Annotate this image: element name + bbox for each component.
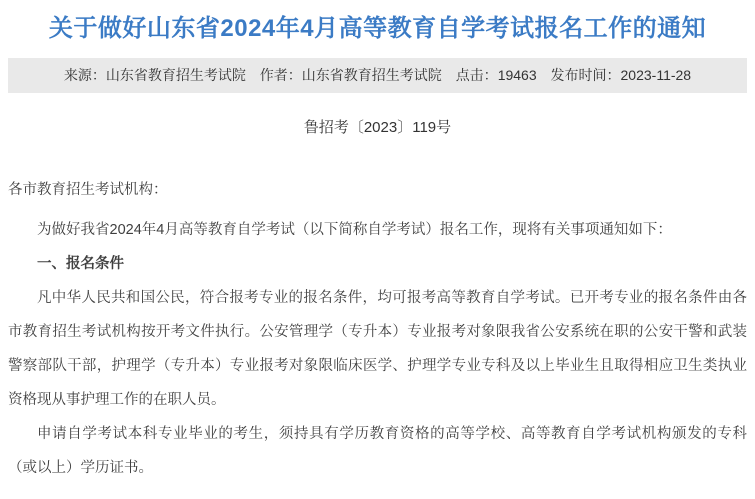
document-number: 鲁招考〔2023〕119号 — [303, 119, 452, 136]
intro-paragraph: 为做好我省2024年4月高等教育自学考试（以下简称自学考试）报名工作，现将有关事项通知如下： — [37, 222, 672, 238]
meta-author — [260, 58, 442, 93]
meta-hits-value: 19463 — [497, 67, 537, 83]
meta-author-label: 作者： — [259, 67, 302, 83]
meta-publish-label: 发布时间： — [550, 67, 621, 83]
meta-source-label: 来源： — [63, 67, 106, 83]
meta-author-value: 山东省教育招生考试院 — [301, 67, 442, 83]
graduation-paragraph: 申请自学考试本科专业毕业的考生，须持具有学历教育资格的高等学校、高等教育自学考试机构颁发的专科（或以上）学历证书。 — [8, 426, 747, 476]
eligibility-paragraph: 凡中华人民共和国公民，符合报考专业的报名条件，均可报考高等教育自学考试。已开考专业的报名条件由各市教育招生考试机构按开考文件执行。公安管理学（专升本）专业报考对象限我省公安系统在职的公安干警和武装警察部队干部，护理学（专升本）专业报考对象限临床医学、护理学专业专科及以上毕业生且取得相应卫生类执业资格现从事护理工作的在职人员。 — [8, 290, 747, 408]
page-title: 关于做好山东省2024年4月高等教育自学考试报名工作的通知 — [48, 15, 707, 42]
meta-publish-value: 2023-11-28 — [620, 67, 692, 83]
meta-source — [64, 58, 246, 93]
meta-publish-date — [551, 58, 692, 93]
meta-source-value: 山东省教育招生考试院 — [105, 67, 246, 83]
meta-hits — [456, 58, 537, 93]
meta-hits-label: 点击： — [455, 67, 498, 83]
section1-heading: 一、报名条件 — [37, 256, 124, 272]
meta-bar — [8, 58, 747, 93]
notice-page — [0, 12, 755, 485]
salutation: 各市教育招生考试机构： — [8, 182, 168, 198]
